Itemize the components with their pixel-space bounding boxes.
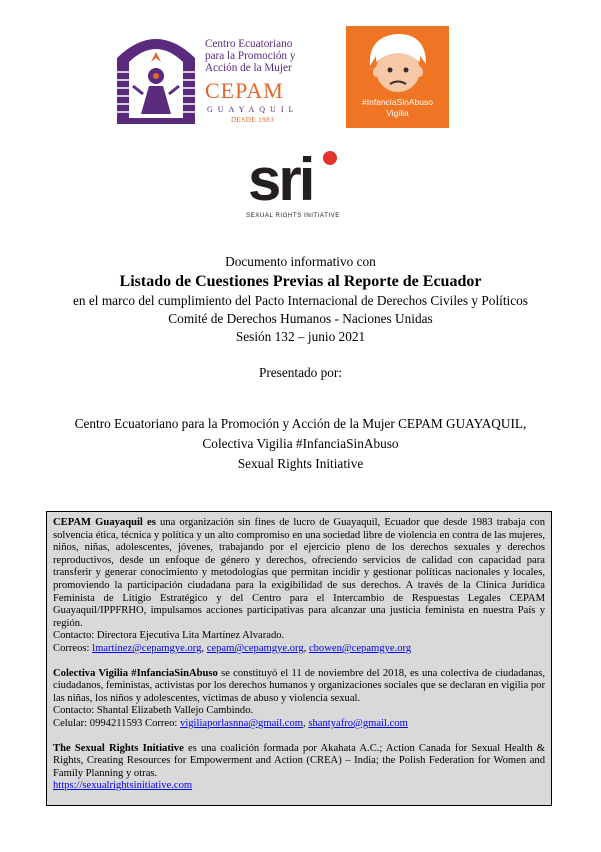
sri-logo xyxy=(246,146,356,222)
info-box xyxy=(46,511,552,806)
vigilia-contact: Contacto: Shantal Elizabeth Vallejo Cambindo. xyxy=(53,705,254,717)
org-sri: Sexual Rights Initiative xyxy=(237,456,364,471)
org-cepam: Centro Ecuatoriano para la Promoción y Acción de la Mujer CEPAM GUAYAQUIL, xyxy=(74,416,527,431)
cepam-logo xyxy=(113,26,303,128)
vigilia-logo xyxy=(346,26,449,128)
header-context: en el marco del cumplimiento del Pacto Internacional de Derechos Civiles y Políticos xyxy=(73,293,528,308)
header-intro: Documento informativo con xyxy=(225,254,376,269)
logo-row xyxy=(0,26,601,130)
vigilia-body: se constituyó el 11 de noviembre del 2018, es una colectiva de ciudadanas, ciudadanos, feministas, activistas por los derechos humanos y organizaciones sociales que se declaran en vigilia por las niñas, los niños y adolescentes, víctimas de abuso y violencia sexual. xyxy=(53,667,545,704)
email-link-lmartinez[interactable]: lmartinez@cepamgye.org xyxy=(92,642,202,654)
cepam-name: CEPAM xyxy=(205,78,284,103)
sad-child-face-icon xyxy=(346,26,449,96)
sri-website xyxy=(53,780,545,793)
header-session: Sesión 132 – junio 2021 xyxy=(235,329,366,344)
vigilia-bold-name: Colectiva Vigilia #InfanciaSinAbuso xyxy=(53,667,218,679)
cepam-contact: Contacto: Directora Ejecutiva Lita Martínez Alvarado. xyxy=(53,630,285,642)
vigilia-tagline xyxy=(346,97,449,119)
cepam-city: GUAYAQUIL xyxy=(207,105,299,114)
document-title: Listado de Cuestiones Previas al Reporte de Ecuador xyxy=(119,273,482,290)
sri-bold-name: The Sexual Rights Initiative xyxy=(53,742,184,754)
organizations-list xyxy=(0,414,601,474)
vigilia-hashtag: #InfanciaSinAbuso xyxy=(362,97,433,107)
document-header xyxy=(0,253,601,346)
email-link-shantyafro[interactable]: shantyafro@gmail.com xyxy=(308,717,408,729)
sri-dot-icon xyxy=(320,148,340,168)
vigilia-phone: Celular: 0994211593 Correo: xyxy=(53,717,181,729)
cepam-emblem-icon xyxy=(113,28,199,126)
cepam-emails: Correos: lmartinez@cepamgye.org, cepam@cepamgye.org, cbowen@cepamgye.org xyxy=(53,642,412,654)
email-link-vigilia[interactable]: vigiliaporlasnna@gmail.com xyxy=(180,717,304,729)
sri-subtitle: SEXUAL RIGHTS INITIATIVE xyxy=(246,212,340,219)
email-link-cbowen[interactable]: cbowen@cepamgye.org xyxy=(308,642,412,654)
cepam-body: una organización sin fines de lucro de Guayaquil, Ecuador que desde 1983 trabaja con solvencia ética, técnica y política y un alto compromiso en una sociedad libre de violencia en contra de las mujeres, niños, niñas, adolescentes, jóvenes, trabajando por el ejercicio pleno de los derechos sexuales y derechos reproductivos, desde un enfoque de género y derechos, ofreciendo servicios de calidad con capacidad para transferir y generar conocimiento y metodologías que permitan incidir y gestionar políticas nacionales y locales, promoviendo la participación ciudadana para la exigibilidad de sus derechos. A través de la Clínica Jurídica Feminista de Litigio Estratégico y del Centro para el Intercambio de Respuestas Legales CEPAM Guayaquil/IPPFRHO, impulsamos acciones participativas para alcanzar una justicia feminista en nuestra País y región. xyxy=(53,517,545,629)
sri-description xyxy=(53,743,545,781)
sri-website-link[interactable]: https://sexualrightsinitiative.com xyxy=(53,780,193,792)
cepam-bold-name: CEPAM Guayaquil es xyxy=(53,517,156,528)
cepam-full-name: Centro Ecuatoriano para la Promoción y Acción de la Mujer xyxy=(205,38,296,74)
cepam-since: DESDE 1983 xyxy=(231,116,275,124)
vigilia-phone-mail: Celular: 0994211593 Correo: vigiliaporlasnna@gmail.com, shantyafro@gmail.com xyxy=(53,717,408,729)
vigilia-description xyxy=(53,668,545,706)
header-committee: Comité de Derechos Humanos - Naciones Unidas xyxy=(168,311,433,326)
presented-by: Presentado por: xyxy=(258,365,343,380)
cepam-mail-label: Correos: xyxy=(53,642,93,654)
cepam-description xyxy=(53,517,545,630)
vigilia-word: Vigilia xyxy=(386,108,409,118)
org-vigilia: Colectiva Vigilia #InfanciaSinAbuso xyxy=(202,436,399,451)
email-link-cepam[interactable]: cepam@cepamgye.org xyxy=(206,642,304,654)
sri-wordmark: sri xyxy=(248,146,313,213)
sri-body: es una coalición formada por Akahata A.C.; Action Canada for Sexual Health & Rights, Creating Resources for Empowerment and Action (CREA) – India; the Polish Federation for Women and Family Planning y otras. xyxy=(53,742,545,779)
